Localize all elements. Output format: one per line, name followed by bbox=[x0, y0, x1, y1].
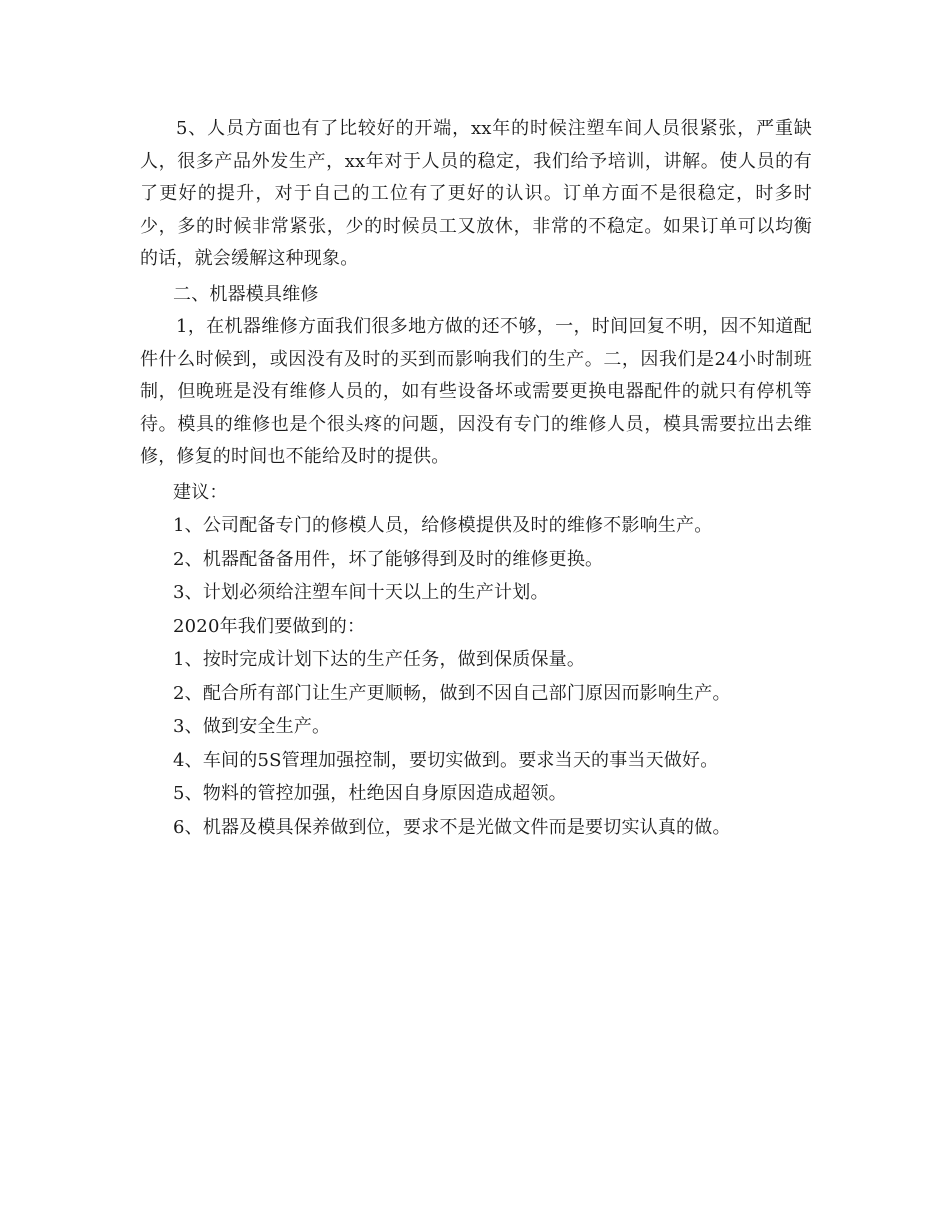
goal-item: 6、机器及模具保养做到位，要求不是光做文件而是要切实认真的做。 bbox=[173, 816, 731, 838]
goal-item: 3、做到安全生产。 bbox=[173, 716, 331, 737]
suggestions-heading: 建议： bbox=[173, 481, 228, 503]
goals-heading: 2020年我们要做到的： bbox=[173, 615, 366, 637]
section-heading-machine-mold-repair: 二、机器模具维修 bbox=[173, 283, 319, 305]
goal-item: 1、按时完成计划下达的生产任务，做到保质保量。 bbox=[173, 649, 586, 670]
suggestions-block bbox=[140, 476, 812, 610]
suggestion-item: 3、计划必须给注塑车间十天以上的生产计划。 bbox=[173, 582, 549, 603]
paragraph-machine-repair: 1，在机器维修方面我们很多地方做的还不够，一，时间回复不明，因不知道配件什么时候到，或因没有及时的买到而影响我们的生产。二，因我们是24小时制班制，但晚班是没有维修人员的，如有些设备坏或需要更换电器配件的就只有停机等待。模具的维修也是个很头疼的问题，因没有专门的维修人员，模具需要拉出去维修，修复的时间也不能给及时的提供。 bbox=[140, 316, 812, 467]
suggestion-item: 1、公司配备专门的修模人员，给修模提供及时的维修不影响生产。 bbox=[173, 515, 713, 536]
document-page bbox=[140, 113, 812, 844]
goal-item: 4、车间的5S管理加强控制，要切实做到。要求当天的事当天做好。 bbox=[173, 749, 719, 771]
goal-item: 2、配合所有部门让生产更顺畅，做到不因自己部门原因而影响生产。 bbox=[173, 682, 731, 704]
goal-item: 5、物料的管控加强，杜绝因自身原因造成超领。 bbox=[173, 783, 567, 804]
paragraph-personnel: 5、人员方面也有了比较好的开端，xx年的时候注塑车间人员很紧张，严重缺人，很多产品外发生产，xx年对于人员的稳定，我们给予培训，讲解。使人员的有了更好的提升，对于自己的工位有了更好的认识。订单方面不是很稳定，时多时少，多的时候非常紧张，少的时候员工又放休，非常的不稳定。如果订单可以均衡的话，就会缓解这种现象。 bbox=[140, 118, 812, 269]
suggestion-item: 2、机器配备备用件，坏了能够得到及时的维修更换。 bbox=[173, 548, 604, 570]
goals-block bbox=[140, 610, 812, 845]
